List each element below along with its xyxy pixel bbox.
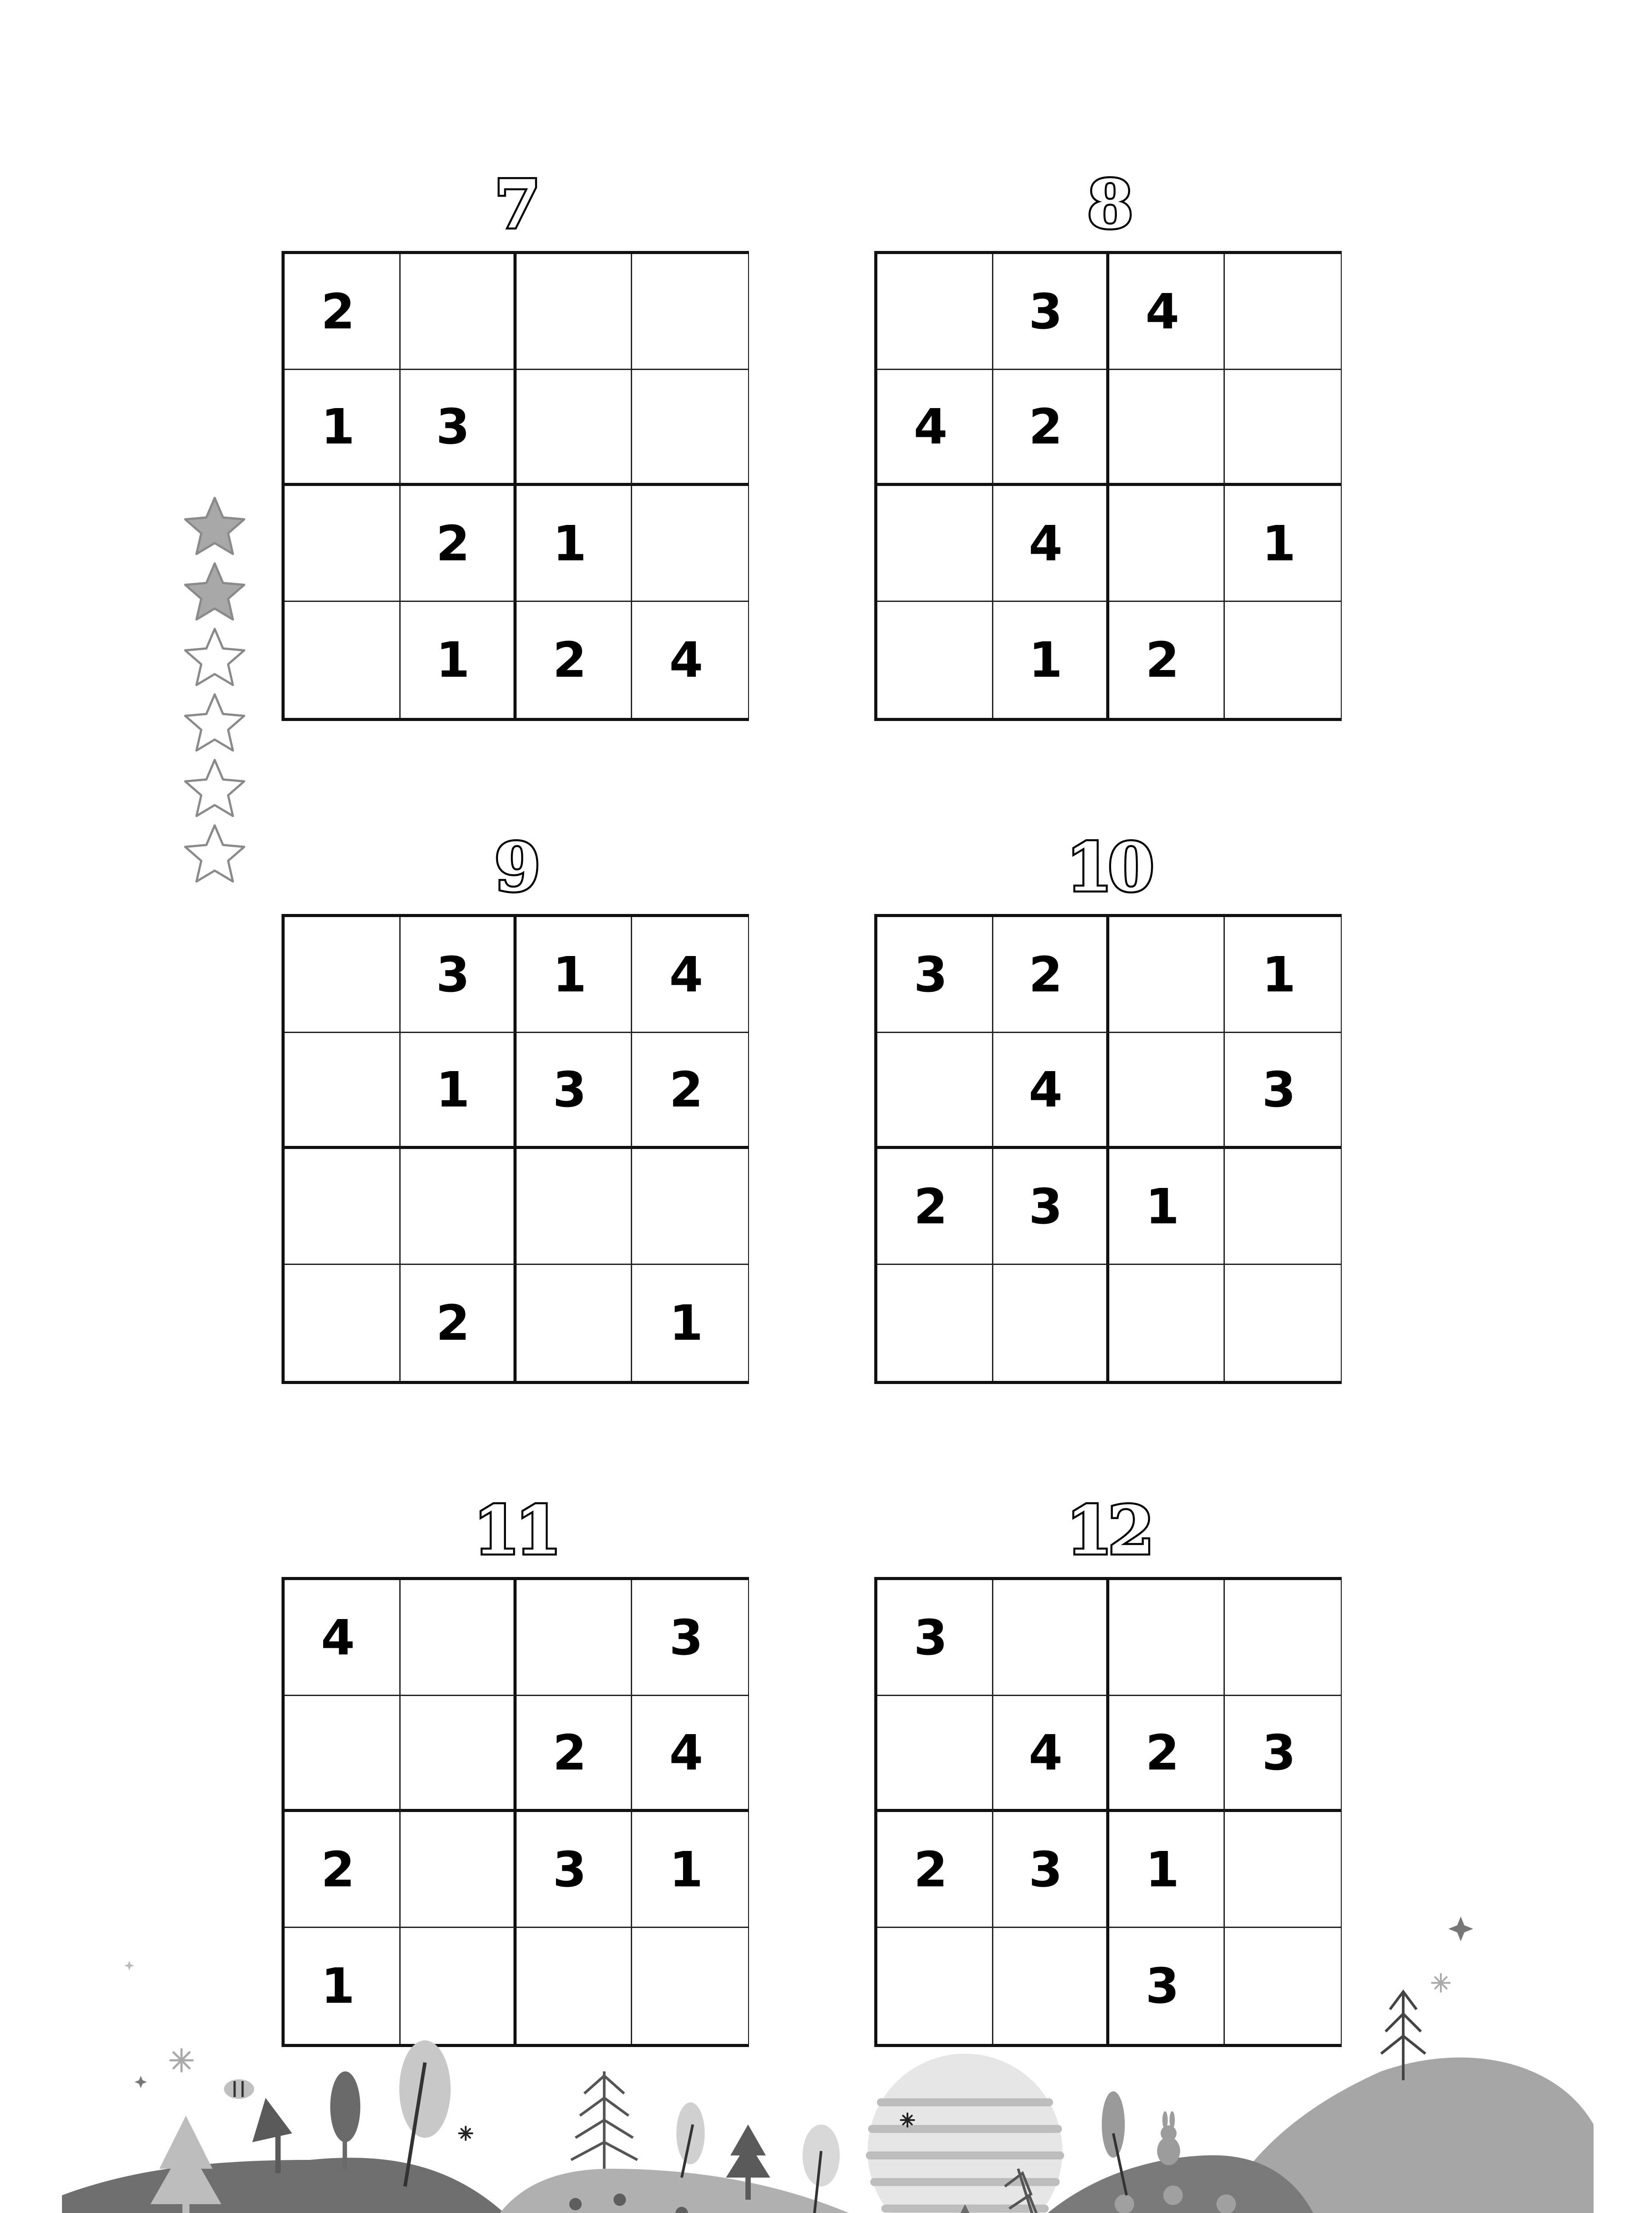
star-filled-icon [185, 498, 244, 554]
line-pine-icon [571, 2071, 637, 2169]
sudoku-grid [282, 914, 749, 1384]
grid-cell[interactable]: 2 [877, 1812, 993, 1928]
grid-cell[interactable]: 1 [285, 370, 401, 486]
bee-icon [224, 2079, 254, 2099]
grid-cell[interactable]: 3 [517, 1812, 633, 1928]
star-filled-icon [185, 563, 244, 620]
grid-cell[interactable]: 2 [632, 1033, 748, 1149]
grid-cell[interactable] [285, 1265, 401, 1381]
grid-cell[interactable]: 4 [285, 1580, 401, 1696]
grid-cell[interactable]: 4 [993, 1033, 1109, 1149]
grid-cell[interactable] [285, 486, 401, 602]
grid-cell[interactable]: 3 [517, 1033, 633, 1149]
grid-cell[interactable]: 3 [993, 1812, 1109, 1928]
puzzle-number: 9 [494, 829, 537, 906]
grid-cell[interactable] [401, 254, 517, 370]
grid-cell[interactable]: 2 [285, 1812, 401, 1928]
grid-cell[interactable]: 3 [632, 1580, 748, 1696]
grid-cell[interactable]: 1 [401, 1033, 517, 1149]
grid-cell[interactable]: 3 [401, 917, 517, 1033]
grid-cell[interactable] [1225, 1580, 1341, 1696]
grid-cell[interactable]: 2 [401, 1265, 517, 1381]
grid-cell[interactable]: 3 [1109, 1928, 1225, 2044]
puzzle-number: 12 [1066, 1492, 1150, 1569]
star-empty-icon [185, 760, 244, 816]
striped-sun-icon [868, 2054, 1062, 2213]
grid-cell[interactable]: 1 [1225, 917, 1341, 1033]
grid-cell[interactable] [877, 1696, 993, 1812]
grid-cell[interactable] [1225, 1265, 1341, 1381]
grid-cell[interactable]: 4 [1109, 254, 1225, 370]
grid-cell[interactable] [1109, 1580, 1225, 1696]
grid-cell[interactable]: 2 [285, 254, 401, 370]
grid-cell[interactable]: 4 [993, 486, 1109, 602]
hill-dotted-middle [469, 2169, 938, 2213]
grid-cell[interactable]: 2 [993, 917, 1109, 1033]
grid-cell[interactable]: 1 [517, 486, 633, 602]
grid-cell[interactable] [1109, 370, 1225, 486]
grid-cell[interactable] [285, 602, 401, 718]
grid-cell[interactable] [401, 1580, 517, 1696]
grid-cell[interactable]: 2 [517, 1696, 633, 1812]
grid-cell[interactable] [401, 1696, 517, 1812]
star-empty-icon [185, 825, 244, 882]
grid-cell[interactable] [1109, 486, 1225, 602]
grid-cell[interactable] [632, 1149, 748, 1265]
puzzle-number: 8 [1087, 166, 1129, 243]
grid-cell[interactable]: 3 [993, 1149, 1109, 1265]
grid-cell[interactable] [877, 1033, 993, 1149]
grid-cell[interactable] [517, 1580, 633, 1696]
grid-cell[interactable] [285, 917, 401, 1033]
landscape-illustration [0, 1894, 1652, 2213]
grid-cell[interactable] [1225, 254, 1341, 370]
grid-cell[interactable] [877, 486, 993, 602]
grid-cell[interactable] [632, 486, 748, 602]
grid-cell[interactable]: 1 [285, 1928, 401, 2044]
grid-cell[interactable] [993, 1580, 1109, 1696]
difficulty-rating [181, 496, 248, 894]
grid-cell[interactable] [285, 1696, 401, 1812]
puzzle-number: 10 [1066, 829, 1150, 906]
grid-cell[interactable] [285, 1149, 401, 1265]
grid-cell[interactable]: 2 [993, 370, 1109, 486]
round-tree-icon [330, 2071, 360, 2169]
grid-cell[interactable] [632, 254, 748, 370]
grid-cell[interactable]: 2 [1109, 602, 1225, 718]
diamond-sparkle-icon [1448, 1916, 1473, 1941]
grid-cell[interactable] [285, 1033, 401, 1149]
grid-cell[interactable]: 1 [401, 602, 517, 718]
grid-cell[interactable]: 3 [1225, 1033, 1341, 1149]
grid-cell[interactable]: 2 [877, 1149, 993, 1265]
grid-cell[interactable]: 1 [993, 602, 1109, 718]
puzzle-number: 11 [473, 1492, 557, 1569]
grid-cell[interactable]: 1 [669, 1295, 703, 1351]
grid-cell[interactable]: 4 [669, 632, 703, 688]
sudoku-grid [874, 914, 1342, 1384]
grid-cell[interactable] [993, 1265, 1109, 1381]
star-empty-icon [185, 629, 244, 685]
grid-cell[interactable]: 3 [401, 370, 517, 486]
hill-dark-left [62, 2158, 522, 2213]
grid-cell[interactable]: 4 [877, 370, 993, 486]
puzzle-number: 7 [494, 166, 537, 243]
grid-cell[interactable]: 4 [993, 1696, 1109, 1812]
leaf-tree-icon [399, 2040, 451, 2186]
rabbit-icon [1157, 2111, 1180, 2165]
grid-cell[interactable] [632, 370, 748, 486]
sparkle-icon [1432, 1974, 1450, 1992]
grid-cell[interactable] [517, 370, 633, 486]
grid-cell[interactable] [517, 254, 633, 370]
diamond-sparkle-icon [124, 1961, 134, 1970]
grid-cell[interactable] [1225, 602, 1341, 718]
grid-cell[interactable] [1109, 917, 1225, 1033]
grid-cell[interactable] [517, 1265, 633, 1381]
grid-cell[interactable] [1225, 1149, 1341, 1265]
grid-cell[interactable]: 1 [1225, 486, 1341, 602]
grid-cell[interactable]: 2 [517, 602, 633, 718]
grid-cell[interactable]: 4 [632, 917, 748, 1033]
grid-cell[interactable]: 2 [1109, 1696, 1225, 1812]
grid-cell[interactable]: 1 [1109, 1149, 1225, 1265]
grid-cell[interactable]: 3 [993, 254, 1109, 370]
grid-cell[interactable] [401, 1149, 517, 1265]
sparkle-icon [170, 2049, 193, 2071]
grid-cell[interactable] [1109, 1265, 1225, 1381]
grid-cell[interactable]: 4 [632, 1696, 748, 1812]
grid-cell[interactable]: 3 [1225, 1696, 1341, 1812]
sudoku-grid [874, 251, 1342, 721]
grid-cell[interactable] [877, 1265, 993, 1381]
grid-cell[interactable]: 1 [517, 917, 633, 1033]
sudoku-grid [282, 251, 749, 721]
diamond-sparkle-icon [135, 2076, 147, 2088]
grid-cell[interactable]: 2 [401, 486, 517, 602]
grid-cell[interactable] [1109, 1033, 1225, 1149]
grid-cell[interactable] [877, 254, 993, 370]
star-empty-icon [185, 694, 244, 751]
grid-cell[interactable]: 3 [877, 1580, 993, 1696]
grid-cell[interactable] [1225, 370, 1341, 486]
grid-cell[interactable] [877, 602, 993, 718]
grid-cell[interactable]: 1 [632, 1812, 748, 1928]
grid-cell[interactable] [517, 1149, 633, 1265]
grid-cell[interactable]: 1 [1109, 1812, 1225, 1928]
leaf-tree-icon [676, 2102, 705, 2178]
grid-cell[interactable]: 3 [877, 917, 993, 1033]
